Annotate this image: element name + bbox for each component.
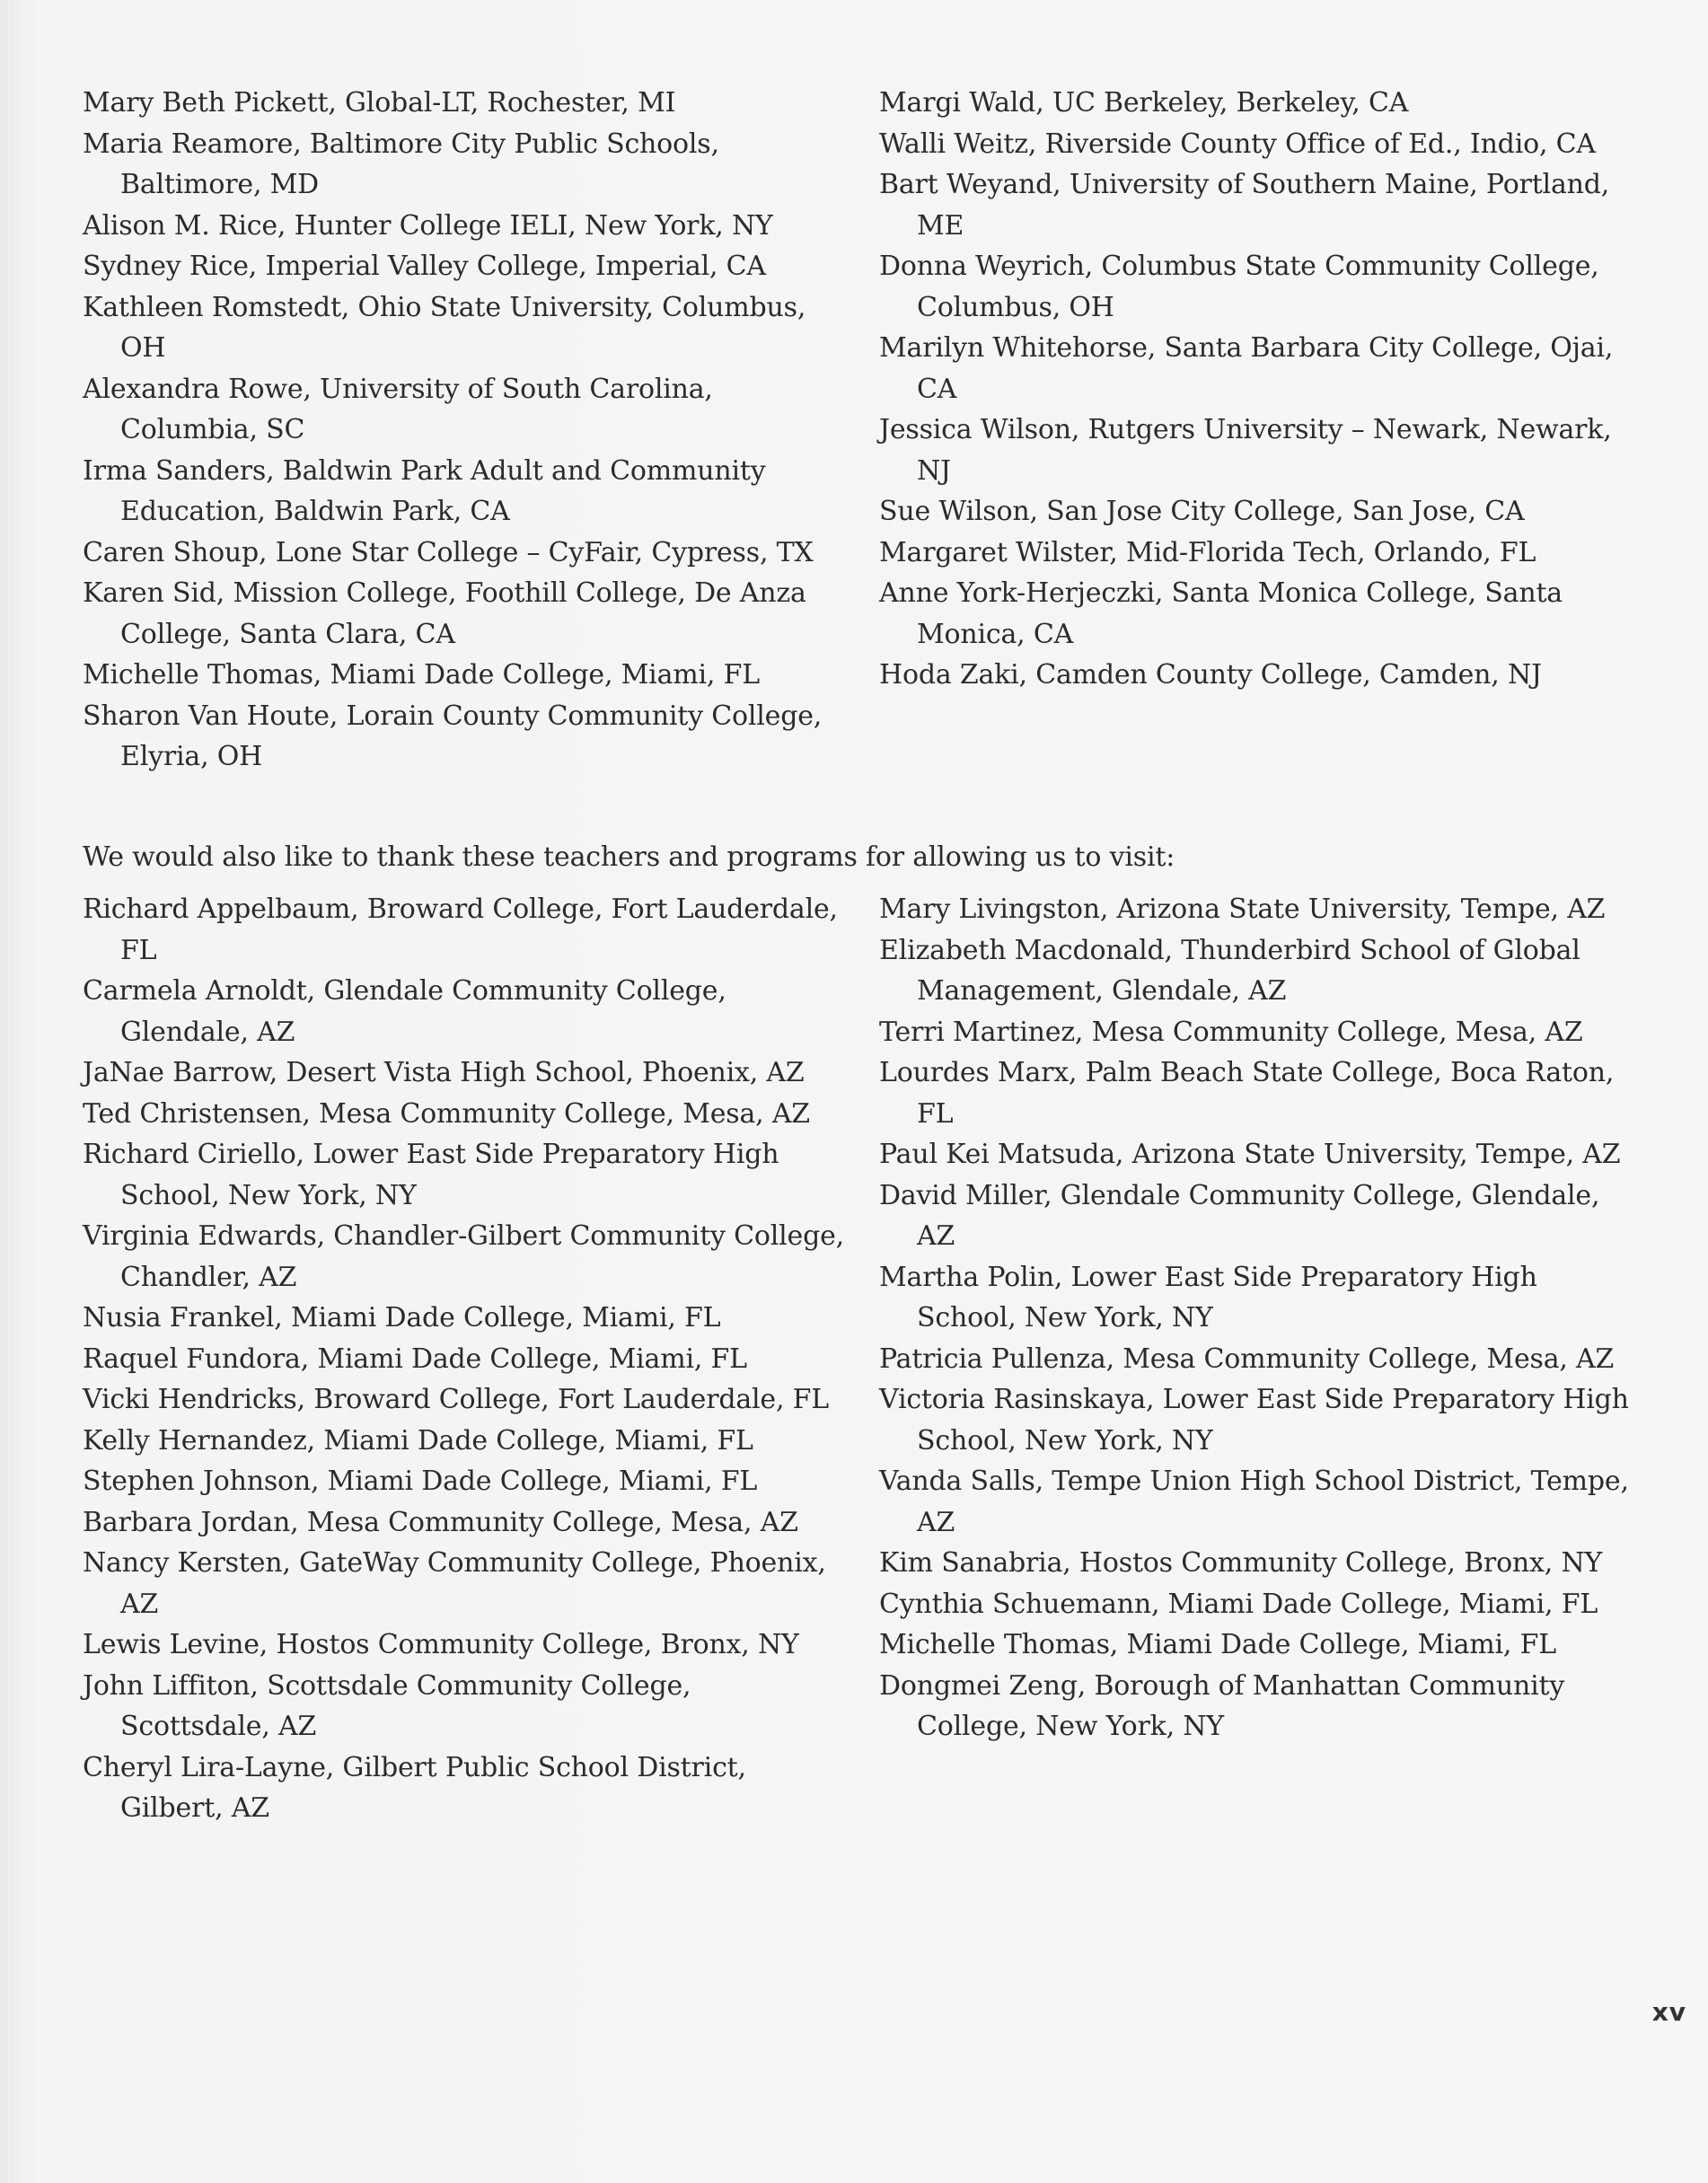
list-item: Irma Sanders, Baldwin Park Adult and Community Education, Baldwin Park, CA <box>83 454 766 527</box>
list-item: Stephen Johnson, Miami Dade College, Miami, FL <box>83 1466 758 1497</box>
list-item: Hoda Zaki, Camden County College, Camden, NJ <box>879 659 1542 691</box>
list-item: Paul Kei Matsuda, Arizona State University, Tempe, AZ <box>879 1139 1621 1170</box>
list-item: Michelle Thomas, Miami Dade College, Miami, FL <box>879 1629 1556 1660</box>
list-item: Sharon Van Houte, Lorain County Community College, Elyria, OH <box>83 700 823 772</box>
list-item: Victoria Rasinskaya, Lower East Side Preparatory High School, New York, NY <box>879 1384 1629 1457</box>
list-item: Carmela Arnoldt, Glendale Community College, Glendale, AZ <box>83 975 726 1048</box>
list-item: Lourdes Marx, Palm Beach State College, Boca Raton, FL <box>879 1057 1615 1130</box>
list-item: Terri Martinez, Mesa Community College, Mesa, AZ <box>879 1016 1583 1048</box>
list-item: Nusia Frankel, Miami Dade College, Miami, FL <box>83 1302 721 1334</box>
list-item: Mary Beth Pickett, Global-LT, Rochester, MI <box>83 87 676 119</box>
list-item: Raquel Fundora, Miami Dade College, Miami, FL <box>83 1342 747 1375</box>
list-item: JaNae Barrow, Desert Vista High School, Phoenix, AZ <box>83 1057 805 1088</box>
list-item: Maria Reamore, Baltimore City Public Schools, Baltimore, MD <box>83 128 719 200</box>
acknowledgements-bottom <box>83 889 1638 1829</box>
list-item: Patricia Pullenza, Mesa Community College, Mesa, AZ <box>879 1342 1615 1375</box>
page-number: xv <box>1651 1997 1686 2027</box>
list-item: Vanda Salls, Tempe Union High School District, Tempe, AZ <box>879 1466 1629 1538</box>
list-item: Kim Sanabria, Hostos Community College, Bronx, NY <box>879 1547 1603 1579</box>
list-item: Kelly Hernandez, Miami Dade College, Miami, FL <box>83 1424 753 1457</box>
reviewer-list-right <box>879 83 1638 778</box>
list-item: Donna Weyrich, Columbus State Community College, Columbus, OH <box>879 251 1599 323</box>
list-item: Martha Polin, Lower East Side Preparatory High School, New York, NY <box>879 1261 1537 1334</box>
list-item: Elizabeth Macdonald, Thunderbird School of Global Management, Glendale, AZ <box>879 934 1580 1007</box>
list-item: Barbara Jordan, Mesa Community College, Mesa, AZ <box>83 1506 798 1538</box>
list-item: Cheryl Lira-Layne, Gilbert Public School District, Gilbert, AZ <box>83 1751 746 1824</box>
list-item: Mary Livingston, Arizona State University, Tempe, AZ <box>879 893 1606 925</box>
list-item: Nancy Kersten, GateWay Community College, Phoenix, AZ <box>83 1547 826 1620</box>
list-item: Marilyn Whitehorse, Santa Barbara City College, Ojai, CA <box>879 332 1614 405</box>
list-item: Alexandra Rowe, University of South Carolina, Columbia, SC <box>83 373 713 445</box>
list-item: Alison M. Rice, Hunter College IELI, New York, NY <box>83 209 773 242</box>
list-item: Richard Appelbaum, Broward College, Fort Lauderdale, FL <box>83 893 838 966</box>
reviewer-list-left <box>83 83 846 778</box>
list-item: Virginia Edwards, Chandler-Gilbert Community College, Chandler, AZ <box>83 1220 844 1293</box>
list-item: Dongmei Zeng, Borough of Manhattan Community College, New York, NY <box>879 1669 1565 1742</box>
list-item: Richard Ciriello, Lower East Side Preparatory High School, New York, NY <box>83 1139 779 1211</box>
list-item: Anne York-Herjeczki, Santa Monica College, Santa Monica, CA <box>879 577 1563 650</box>
acknowledgements-top <box>83 83 1638 778</box>
list-item: Margaret Wilster, Mid-Florida Tech, Orlando, FL <box>879 536 1536 568</box>
list-item: Sydney Rice, Imperial Valley College, Imperial, CA <box>83 251 766 282</box>
list-item: Margi Wald, UC Berkeley, Berkeley, CA <box>879 87 1409 119</box>
list-item: Karen Sid, Mission College, Foothill College, De Anza College, Santa Clara, CA <box>83 577 806 650</box>
list-item: John Liffiton, Scottsdale Community College, Scottsdale, AZ <box>83 1669 691 1742</box>
list-item: Lewis Levine, Hostos Community College, Bronx, NY <box>83 1629 799 1660</box>
list-item: Cynthia Schuemann, Miami Dade College, Miami, FL <box>879 1588 1598 1620</box>
list-item: Walli Weitz, Riverside County Office of Ed., Indio, CA <box>879 128 1596 160</box>
list-item: Sue Wilson, San Jose City College, San Jose, CA <box>879 496 1525 527</box>
list-item: Michelle Thomas, Miami Dade College, Miami, FL <box>83 659 760 691</box>
visit-intro-sentence: We would also like to thank these teachers and programs for allowing us to visit: <box>83 841 1175 873</box>
list-item: Vicki Hendricks, Broward College, Fort Lauderdale, FL <box>83 1384 829 1415</box>
list-item: Ted Christensen, Mesa Community College, Mesa, AZ <box>83 1097 810 1130</box>
visit-list-left <box>83 889 846 1829</box>
list-item: Jessica Wilson, Rutgers University – Newark, Newark, NJ <box>879 414 1612 487</box>
list-item: David Miller, Glendale Community College, Glendale, AZ <box>879 1179 1600 1252</box>
list-item: Kathleen Romstedt, Ohio State University, Columbus, OH <box>83 291 806 364</box>
list-item: Caren Shoup, Lone Star College – CyFair, Cypress, TX <box>83 536 814 568</box>
list-item: Bart Weyand, University of Southern Maine, Portland, ME <box>879 169 1610 242</box>
visit-list-right <box>879 889 1638 1829</box>
